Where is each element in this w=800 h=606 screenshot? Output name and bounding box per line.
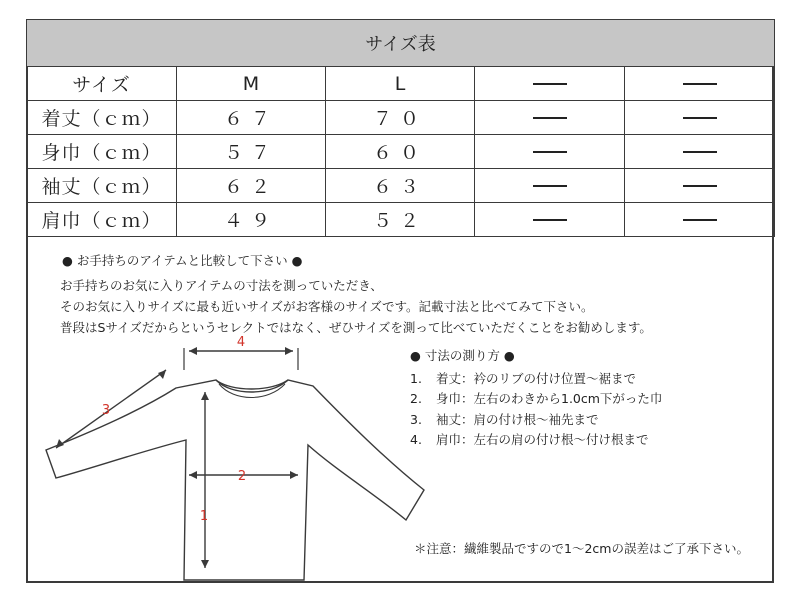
- measure-item: [410, 430, 662, 451]
- caution-note: ＊注意：繊維製品ですので1〜2cmの誤差はご了承下さい。: [414, 541, 749, 556]
- table-row-length: [27, 101, 775, 135]
- measure-item: [410, 410, 662, 431]
- notes-line: お手持ちのお気に入りアイテムの寸法を測っていただき、: [60, 278, 383, 293]
- cell-empty: [475, 101, 625, 135]
- dash-mark: [533, 185, 567, 187]
- dash-mark: [683, 219, 717, 221]
- header-m: M: [177, 67, 326, 101]
- header-size-label: サイズ: [27, 67, 177, 101]
- dash-mark: [683, 151, 717, 153]
- cell-value: ７０: [326, 101, 475, 135]
- label-1: 1: [199, 509, 209, 524]
- notes-heading: ● お手持ちのアイテムと比較して下さい ●: [62, 253, 303, 268]
- item-text: 肩巾：左右の肩の付け根〜付け根まで: [436, 432, 649, 447]
- cell-value: ６２: [177, 169, 326, 203]
- dash-mark: [533, 117, 567, 119]
- row-label: 肩巾（ｃｍ）: [27, 203, 177, 237]
- cell-empty: [475, 203, 625, 237]
- dash-mark: [533, 151, 567, 153]
- row-label: 袖丈（ｃｍ）: [27, 169, 177, 203]
- item-number: 1.: [410, 370, 422, 386]
- notes-line: 普段はSサイズだからというセレクトではなく、ぜひサイズを測って比べていただくことをお勧めします。: [60, 320, 652, 335]
- dash-mark: [683, 117, 717, 119]
- cell-value: ４９: [177, 203, 326, 237]
- cell-empty: [625, 101, 775, 135]
- cell-value: ５２: [326, 203, 475, 237]
- header-empty-2: [625, 67, 775, 101]
- cell-empty: [625, 203, 775, 237]
- cell-value: ６３: [326, 169, 475, 203]
- dash-mark: [533, 219, 567, 221]
- header-empty-1: [475, 67, 625, 101]
- dash-mark: [683, 83, 717, 85]
- cell-empty: [475, 135, 625, 169]
- item-text: 着丈：衿のリブの付け位置〜裾まで: [436, 370, 637, 386]
- table-row-sleeve: [27, 169, 775, 203]
- item-number: 2.: [410, 391, 422, 406]
- dash-mark: [683, 185, 717, 187]
- measure-list: [410, 369, 662, 451]
- label-4: 4: [236, 335, 246, 350]
- notes-line: そのお気に入りサイズに最も近いサイズがお客様のサイズです。記載寸法と比べてみて下さい。: [60, 299, 594, 314]
- cell-value: ６０: [326, 135, 475, 169]
- cell-empty: [475, 169, 625, 203]
- label-3: 3: [101, 403, 111, 418]
- garment-diagram: [26, 330, 446, 582]
- label-2: 2: [237, 469, 247, 484]
- table-title: サイズ表: [27, 20, 775, 67]
- header-l: L: [326, 67, 475, 101]
- item-text: 身巾：左右のわきから1.0cm下がった巾: [436, 391, 663, 406]
- item-number: 3.: [410, 411, 422, 427]
- item-number: 4.: [410, 432, 422, 447]
- table-row-shoulder: [27, 203, 775, 237]
- row-label: 着丈（ｃｍ）: [27, 101, 177, 135]
- comparison-notes: [60, 250, 652, 338]
- table-row-width: [27, 135, 775, 169]
- measure-heading: ● 寸法の測り方 ●: [410, 348, 515, 363]
- cell-empty: [625, 135, 775, 169]
- row-label: 身巾（ｃｍ）: [27, 135, 177, 169]
- measure-item: [410, 389, 662, 410]
- cell-value: ６７: [177, 101, 326, 135]
- table-header-row: [27, 67, 775, 101]
- cell-value: ５７: [177, 135, 326, 169]
- measurement-guide: [410, 346, 662, 451]
- item-text: 袖丈：肩の付け根〜袖先まで: [436, 411, 599, 427]
- size-table: [26, 19, 775, 237]
- cell-empty: [625, 169, 775, 203]
- dash-mark: [533, 83, 567, 85]
- measure-item: [410, 369, 662, 390]
